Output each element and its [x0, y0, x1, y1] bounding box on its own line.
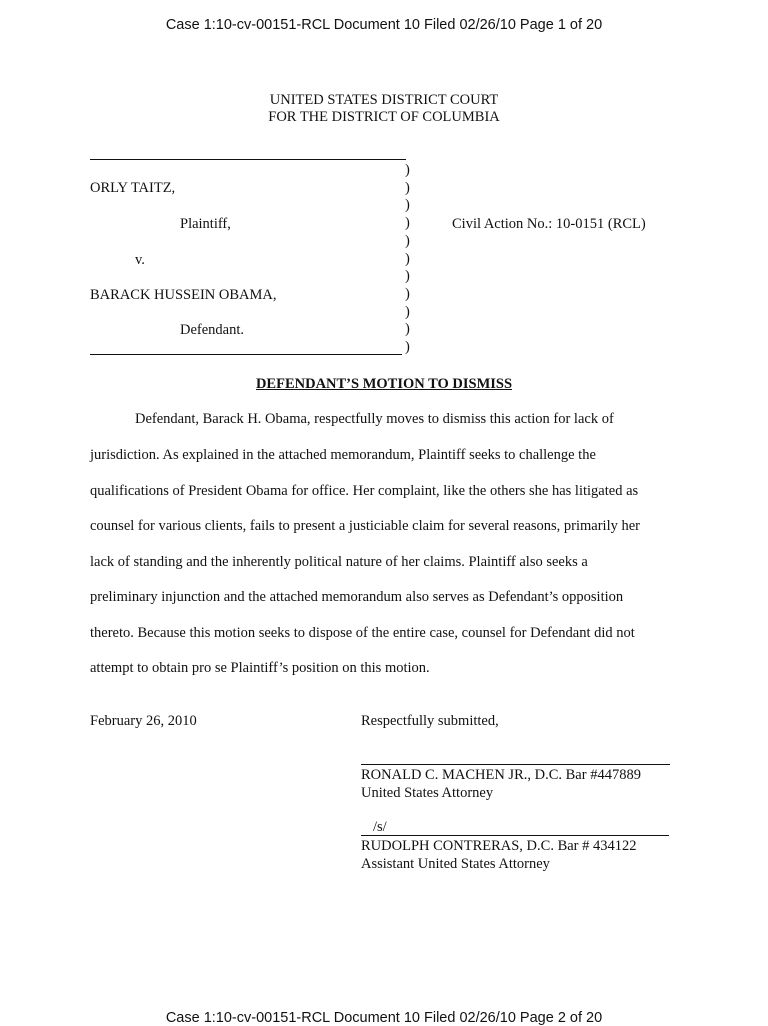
body-line: jurisdiction. As explained in the attached memorandum, Plaintiff seeks to challenge the [90, 447, 596, 463]
versus-label: v. [135, 252, 145, 268]
plaintiff-name: ORLY TAITZ, [90, 180, 176, 196]
paren: ) [405, 285, 410, 302]
defendant-name: BARACK HUSSEIN OBAMA, [90, 287, 277, 303]
paren: ) [405, 197, 410, 214]
caption-paren-column [405, 162, 410, 357]
caption-top-rule [90, 159, 406, 160]
paren: ) [405, 162, 410, 178]
signature-line-2 [361, 835, 669, 836]
body-line: thereto. Because this motion seeks to dispose of the entire case, counsel for Defendant did not [90, 625, 635, 641]
body-line: qualifications of President Obama for office. Her complaint, like the others she has litigated as [90, 483, 639, 499]
body-line: Defendant, Barack H. Obama, respectfully moves to dismiss this action for lack of [135, 411, 614, 427]
paren: ) [405, 215, 410, 232]
caption-bottom-rule [90, 354, 402, 355]
attorney-1-name: RONALD C. MACHEN JR., D.C. Bar #447889 [361, 767, 641, 783]
plaintiff-role: Plaintiff, [180, 216, 231, 232]
defendant-role: Defendant. [180, 322, 245, 338]
paren: ) [405, 232, 410, 249]
electronic-signature-mark: /s/ [373, 819, 387, 835]
attorney-1-title: United States Attorney [361, 785, 494, 801]
paren: ) [405, 339, 410, 356]
body-line: preliminary injunction and the attached memorandum also serves as Defendant’s opposition [90, 589, 624, 605]
paren: ) [405, 268, 410, 285]
body-line: lack of standing and the inherently political nature of her claims. Plaintiff also seeks a [90, 554, 588, 570]
motion-title: DEFENDANT’S MOTION TO DISMISS [255, 376, 513, 392]
next-page-header-stamp: Case 1:10-cv-00151-RCL Document 10 Filed 02/26/10 Page 2 of 20 [165, 1010, 603, 1026]
paren: ) [405, 179, 410, 196]
signature-line-1 [361, 764, 670, 765]
attorney-2-title: Assistant United States Attorney [361, 856, 550, 872]
civil-action-number: Civil Action No.: 10-0151 (RCL) [452, 216, 646, 232]
filing-date: February 26, 2010 [90, 713, 197, 729]
paren: ) [405, 321, 410, 338]
attorney-2-name: RUDOLPH CONTRERAS, D.C. Bar # 434122 [361, 838, 637, 854]
court-district: FOR THE DISTRICT OF COLUMBIA [268, 109, 500, 125]
signature-closing: Respectfully submitted, [361, 713, 499, 729]
body-line: attempt to obtain pro se Plaintiff’s position on this motion. [90, 660, 430, 676]
paren: ) [405, 303, 410, 320]
paren: ) [405, 250, 410, 267]
page-header-stamp: Case 1:10-cv-00151-RCL Document 10 Filed 02/26/10 Page 1 of 20 [165, 17, 603, 33]
body-line: counsel for various clients, fails to present a justiciable claim for several reasons, primarily her [90, 518, 641, 534]
court-name: UNITED STATES DISTRICT COURT [269, 92, 499, 108]
